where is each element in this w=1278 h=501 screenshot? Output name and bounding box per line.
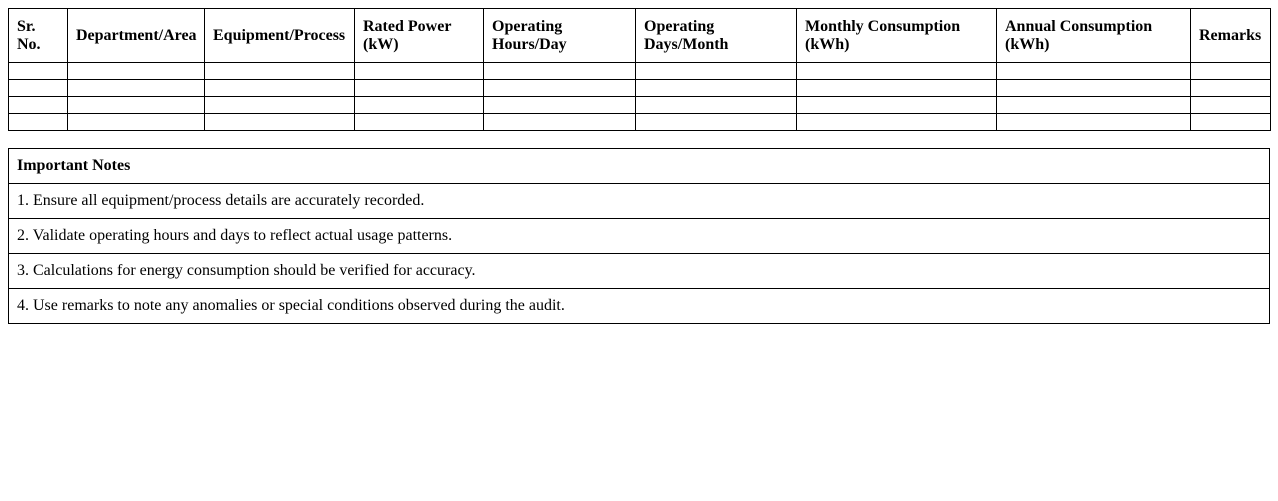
notes-heading: Important Notes — [9, 149, 1270, 184]
table-cell[interactable] — [205, 97, 355, 114]
table-cell[interactable] — [68, 97, 205, 114]
table-cell[interactable] — [355, 97, 484, 114]
table-cell[interactable] — [484, 80, 636, 97]
table-cell[interactable] — [9, 80, 68, 97]
table-cell[interactable] — [997, 80, 1191, 97]
header-remarks: Remarks — [1191, 9, 1271, 63]
table-cell[interactable] — [797, 114, 997, 131]
table-cell[interactable] — [355, 80, 484, 97]
note-row — [9, 219, 1270, 254]
header-monthly-consumption: Monthly Consumption (kWh) — [797, 9, 997, 63]
table-cell[interactable] — [797, 97, 997, 114]
table-cell[interactable] — [997, 63, 1191, 80]
header-rated-power: Rated Power (kW) — [355, 9, 484, 63]
note-item: 2. Validate operating hours and days to reflect actual usage patterns. — [9, 219, 1270, 254]
table-header-row — [9, 9, 1271, 63]
table-cell[interactable] — [797, 80, 997, 97]
table-cell[interactable] — [797, 63, 997, 80]
note-row — [9, 184, 1270, 219]
table-cell[interactable] — [1191, 114, 1271, 131]
table-cell[interactable] — [1191, 97, 1271, 114]
table-cell[interactable] — [68, 114, 205, 131]
note-row — [9, 289, 1270, 324]
header-sr-no: Sr. No. — [9, 9, 68, 63]
table-cell[interactable] — [636, 80, 797, 97]
energy-audit-table — [8, 8, 1271, 131]
header-department-area: Department/Area — [68, 9, 205, 63]
table-cell[interactable] — [636, 97, 797, 114]
table-cell[interactable] — [355, 114, 484, 131]
note-item: 1. Ensure all equipment/process details are accurately recorded. — [9, 184, 1270, 219]
table-cell[interactable] — [484, 114, 636, 131]
header-annual-consumption: Annual Consumption (kWh) — [997, 9, 1191, 63]
table-cell[interactable] — [68, 63, 205, 80]
table-cell[interactable] — [9, 114, 68, 131]
note-item: 4. Use remarks to note any anomalies or special conditions observed during the audit. — [9, 289, 1270, 324]
table-cell[interactable] — [636, 114, 797, 131]
table-cell[interactable] — [1191, 63, 1271, 80]
table-cell[interactable] — [636, 63, 797, 80]
table-cell[interactable] — [1191, 80, 1271, 97]
table-cell[interactable] — [205, 80, 355, 97]
table-cell[interactable] — [484, 97, 636, 114]
table-row — [9, 80, 1271, 97]
table-cell[interactable] — [68, 80, 205, 97]
header-operating-days: Operating Days/Month — [636, 9, 797, 63]
table-row — [9, 97, 1271, 114]
header-operating-hours: Operating Hours/Day — [484, 9, 636, 63]
note-row — [9, 254, 1270, 289]
table-cell[interactable] — [9, 97, 68, 114]
table-cell[interactable] — [355, 63, 484, 80]
note-item: 3. Calculations for energy consumption should be verified for accuracy. — [9, 254, 1270, 289]
important-notes-table — [8, 148, 1270, 324]
table-cell[interactable] — [205, 63, 355, 80]
table-cell[interactable] — [484, 63, 636, 80]
table-cell[interactable] — [205, 114, 355, 131]
table-cell[interactable] — [997, 114, 1191, 131]
table-cell[interactable] — [997, 97, 1191, 114]
header-equipment-process: Equipment/Process — [205, 9, 355, 63]
table-cell[interactable] — [9, 63, 68, 80]
notes-heading-row — [9, 149, 1270, 184]
table-row — [9, 114, 1271, 131]
table-row — [9, 63, 1271, 80]
